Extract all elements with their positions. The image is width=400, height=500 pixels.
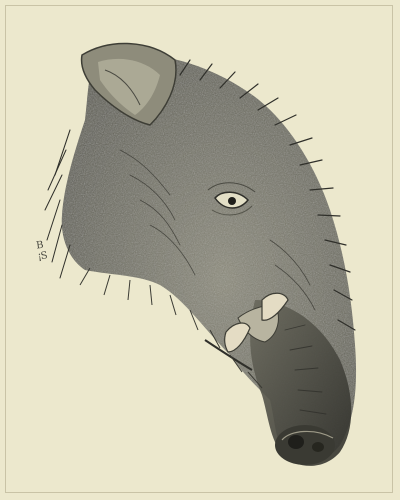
artist-monogram: B ¡S	[35, 239, 48, 263]
nostril-icon	[288, 435, 304, 449]
